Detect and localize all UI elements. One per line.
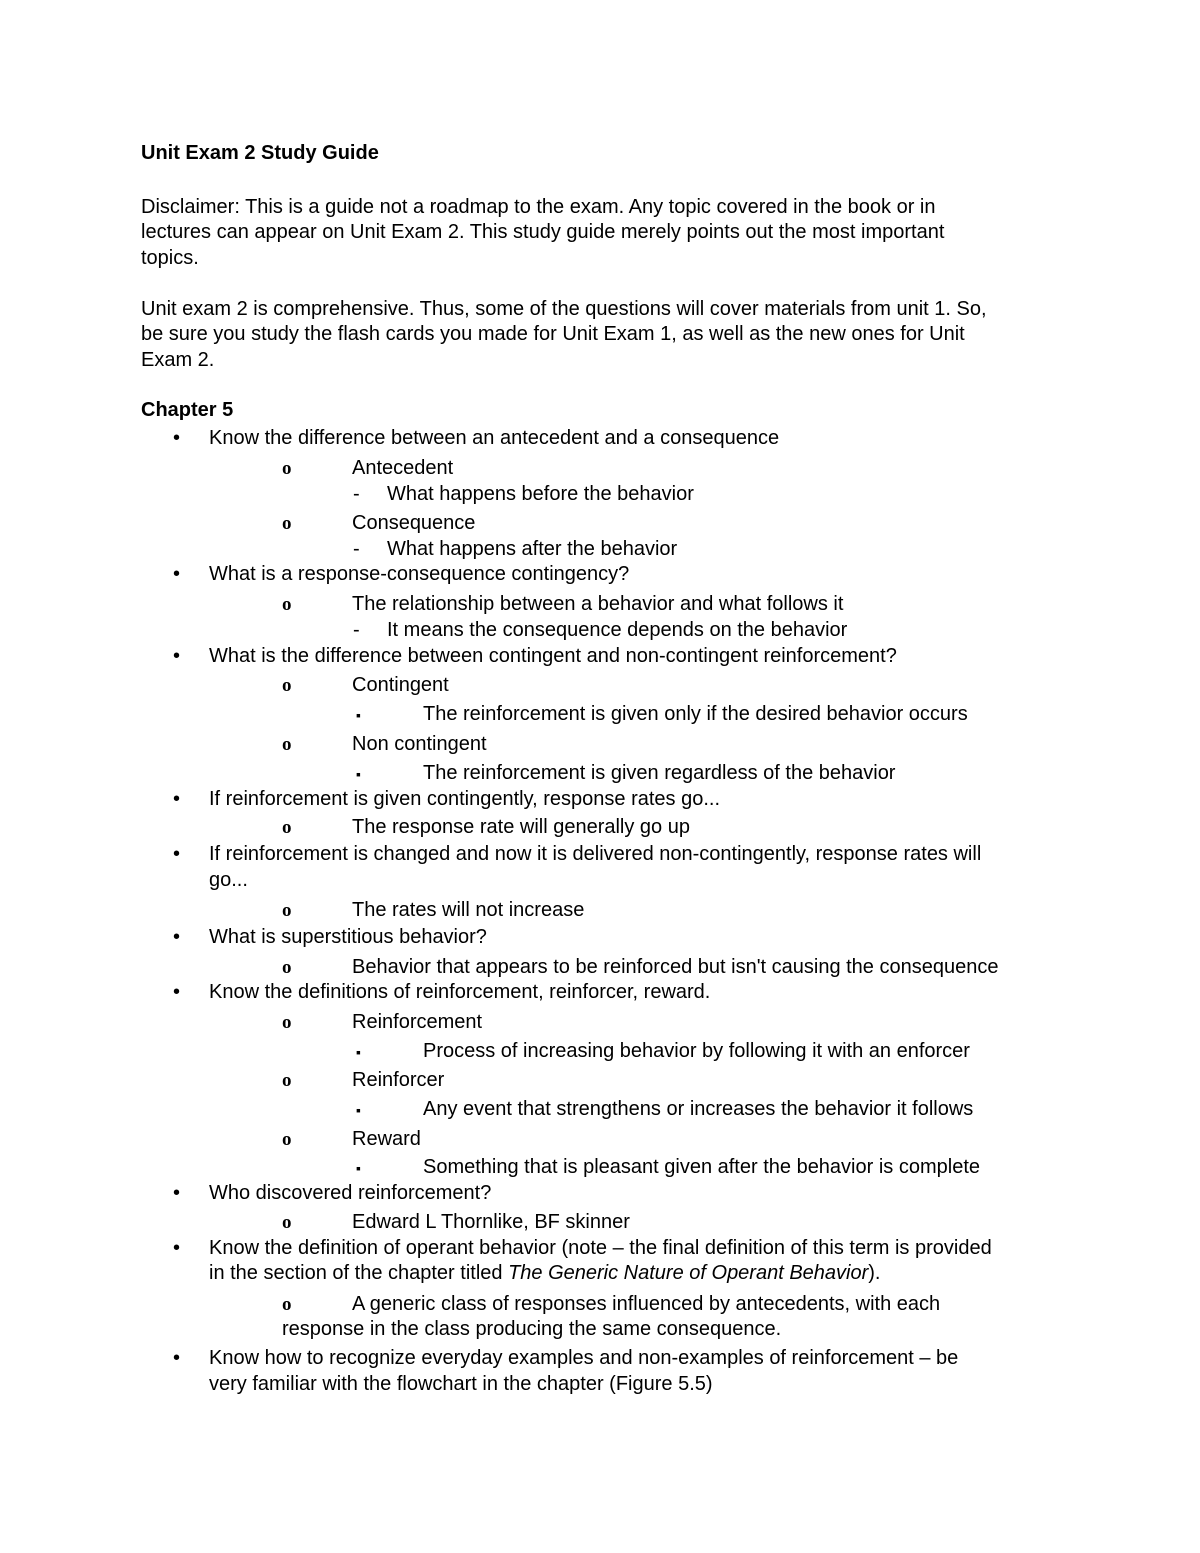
bullet-marker: • [173, 843, 181, 865]
question-7: Know the definitions of reinforcement, reinforcer, reward. [209, 981, 711, 1003]
square-marker: ▪ [356, 1102, 361, 1118]
circle-marker: o [282, 513, 292, 534]
square-marker: ▪ [356, 766, 361, 782]
answer-9a-line-1: A generic class of responses influenced by antecedents, with each [352, 1293, 941, 1315]
question-6: What is superstitious behavior? [209, 926, 487, 948]
question-10-line-1: Know how to recognize everyday examples and non-examples of reinforcement – be [209, 1347, 959, 1369]
detail-7b: Any event that strengthens or increases the behavior it follows [423, 1098, 974, 1120]
circle-marker: o [282, 1129, 292, 1150]
question-8: Who discovered reinforcement? [209, 1182, 492, 1204]
circle-marker: o [282, 817, 292, 838]
answer-7a: Reinforcement [352, 1011, 483, 1033]
answer-2a: The relationship between a behavior and what follows it [352, 593, 844, 615]
answer-4a: The response rate will generally go up [352, 816, 690, 838]
bullet-marker: • [173, 788, 181, 810]
answer-7b: Reinforcer [352, 1069, 445, 1091]
dash-marker: - [353, 619, 360, 641]
answer-3b: Non contingent [352, 733, 487, 755]
bullet-marker: • [173, 926, 181, 948]
dash-marker: - [353, 483, 360, 505]
answer-1a: Antecedent [352, 457, 454, 479]
circle-marker: o [282, 1012, 292, 1033]
detail-7a: Process of increasing behavior by following it with an enforcer [423, 1040, 970, 1062]
detail-3a: The reinforcement is given only if the desired behavior occurs [423, 703, 968, 725]
bullet-marker: • [173, 1182, 181, 1204]
circle-marker: o [282, 594, 292, 615]
comprehensive-line-1: Unit exam 2 is comprehensive. Thus, some of the questions will cover materials from unit 1. So, [141, 298, 987, 320]
question-9-line-1: Know the definition of operant behavior (note – the final definition of this term is provided [209, 1237, 992, 1259]
answer-8a: Edward L Thornlike, BF skinner [352, 1211, 630, 1233]
chapter-heading: Chapter 5 [141, 399, 234, 421]
dash-marker: - [353, 538, 360, 560]
question-4: If reinforcement is given contingently, response rates go... [209, 788, 721, 810]
disclaimer-line-1: Disclaimer: This is a guide not a roadmap to the exam. Any topic covered in the book or in [141, 196, 936, 218]
question-2: What is a response-consequence contingency? [209, 563, 630, 585]
answer-1b: Consequence [352, 512, 476, 534]
answer-3a: Contingent [352, 674, 449, 696]
circle-marker: o [282, 1294, 292, 1315]
disclaimer-line-2: lectures can appear on Unit Exam 2. This study guide merely points out the most important [141, 221, 945, 243]
square-marker: ▪ [356, 1160, 361, 1176]
circle-marker: o [282, 900, 292, 921]
square-marker: ▪ [356, 1044, 361, 1060]
bullet-marker: • [173, 1237, 181, 1259]
answer-5a: The rates will not increase [352, 899, 585, 921]
detail-1b: What happens after the behavior [387, 538, 678, 560]
bullet-marker: • [173, 563, 181, 585]
detail-3b: The reinforcement is given regardless of the behavior [423, 762, 896, 784]
disclaimer-line-3: topics. [141, 247, 199, 269]
question-9-line-2-suffix: ). [868, 1262, 881, 1284]
section-title-italic: The Generic Nature of Operant Behavior [508, 1262, 869, 1284]
bullet-marker: • [173, 427, 181, 449]
circle-marker: o [282, 675, 292, 696]
answer-7c: Reward [352, 1128, 421, 1150]
answer-6a: Behavior that appears to be reinforced but isn't causing the consequence [352, 956, 999, 978]
comprehensive-line-3: Exam 2. [141, 349, 215, 371]
circle-marker: o [282, 957, 292, 978]
bullet-marker: • [173, 981, 181, 1003]
detail-2a: It means the consequence depends on the behavior [387, 619, 848, 641]
circle-marker: o [282, 1070, 292, 1091]
question-5-line-2: go... [209, 869, 248, 891]
bullet-marker: • [173, 645, 181, 667]
question-9-line-2 [209, 1261, 880, 1286]
detail-7c: Something that is pleasant given after the behavior is complete [423, 1156, 980, 1178]
question-9-line-2-prefix: in the section of the chapter titled [209, 1262, 509, 1284]
page-title: Unit Exam 2 Study Guide [141, 142, 379, 164]
square-marker: ▪ [356, 707, 361, 723]
bullet-marker: • [173, 1347, 181, 1369]
circle-marker: o [282, 734, 292, 755]
circle-marker: o [282, 1212, 292, 1233]
question-10-line-2: very familiar with the flowchart in the chapter (Figure 5.5) [209, 1373, 713, 1395]
circle-marker: o [282, 458, 292, 479]
comprehensive-line-2: be sure you study the flash cards you made for Unit Exam 1, as well as the new ones for Unit [141, 323, 965, 345]
question-3: What is the difference between contingent and non-contingent reinforcement? [209, 645, 897, 667]
answer-9a-line-2: response in the class producing the same consequence. [282, 1318, 782, 1340]
question-1: Know the difference between an antecedent and a consequence [209, 427, 780, 449]
question-5-line-1: If reinforcement is changed and now it is delivered non-contingently, response rates will [209, 843, 982, 865]
detail-1a: What happens before the behavior [387, 483, 694, 505]
